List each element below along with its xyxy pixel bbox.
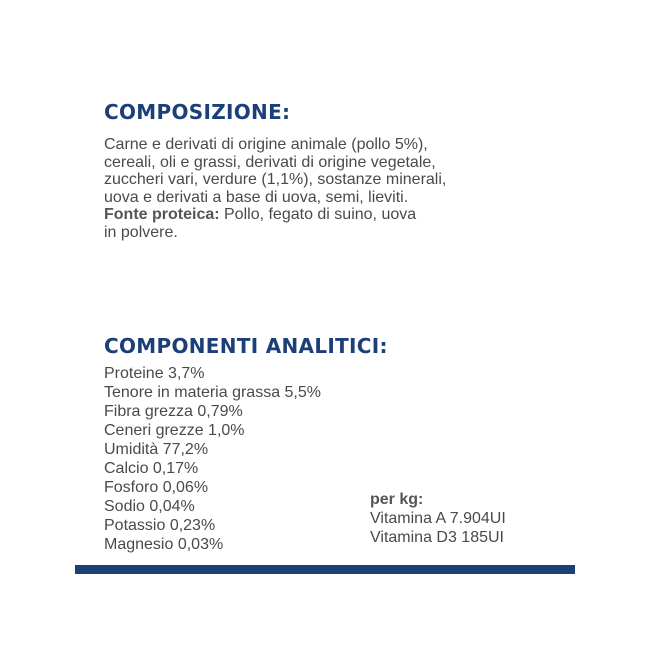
analytical-item: Proteine 3,7% [104,365,205,382]
composition-line: zuccheri vari, verdure (1,1%), sostanze minerali, [104,171,447,188]
analytical-item: Ceneri grezze 1,0% [104,422,245,439]
per-kg-label: per kg: [370,491,424,508]
protein-source-line-2: in polvere. [104,223,178,241]
composition-line: Carne e derivati di origine animale (pollo 5%), [104,136,428,153]
protein-source-line [104,206,544,224]
analytical-item: Tenore in materia grassa 5,5% [104,384,321,401]
composition-line: uova e derivati a base di uova, semi, lieviti. [104,188,409,206]
analytical-item: Magnesio 0,03% [104,536,224,553]
composition-line: cereali, oli e grassi, derivati di origine vegetale, [104,153,436,171]
vitamin-item: Vitamina A 7.904UI [370,510,506,527]
analytical-item: Fibra grezza 0,79% [104,403,243,420]
vitamin-item: Vitamina D3 185UI [370,529,504,546]
composition-text [104,136,544,241]
analytical-heading: COMPONENTI ANALITICI: [104,334,388,358]
analytical-item: Calcio 0,17% [104,460,199,477]
analytical-item: Umidità 77,2% [104,441,209,458]
analytical-item: Potassio 0,23% [104,517,216,534]
analytical-list [104,364,321,554]
composition-heading: COMPOSIZIONE: [104,100,291,124]
analytical-item: Fosforo 0,06% [104,479,209,496]
protein-source-label: Fonte proteica: [104,206,220,223]
protein-source-text: Pollo, fegato di suino, uova [219,206,417,223]
analytical-item: Sodio 0,04% [104,498,195,515]
per-kg-block [370,490,506,547]
bottom-divider-bar [75,565,575,574]
